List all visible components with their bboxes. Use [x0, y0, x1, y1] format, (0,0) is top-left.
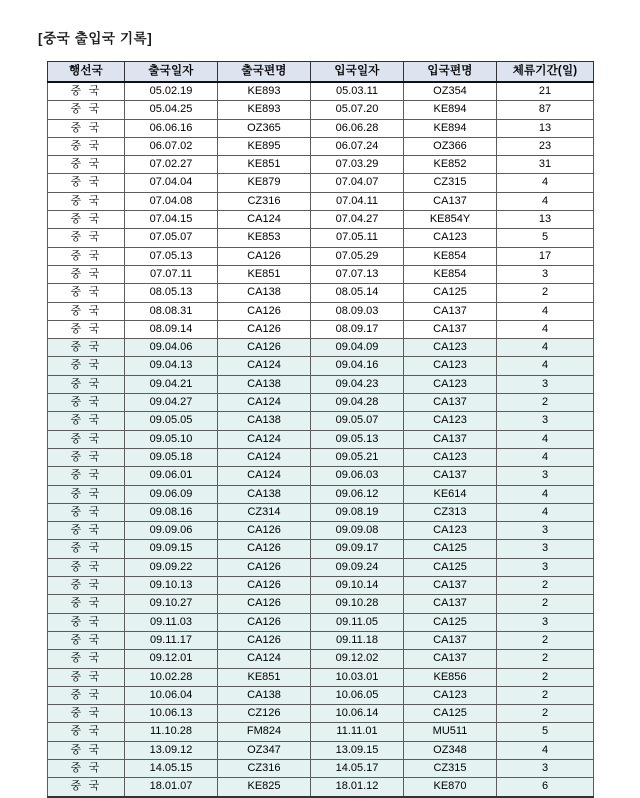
cell-stay-days: 31 — [497, 156, 594, 174]
cell-departure-flight: OZ347 — [218, 741, 311, 759]
cell-departure-flight: OZ365 — [218, 119, 311, 137]
cell-departure-date: 07.05.07 — [125, 229, 218, 247]
cell-destination: 중 국 — [48, 631, 125, 649]
table-row — [48, 705, 594, 723]
cell-departure-flight: KE893 — [218, 82, 311, 101]
cell-departure-flight: CA124 — [218, 394, 311, 412]
cell-arrival-date: 09.10.14 — [311, 577, 404, 595]
cell-arrival-date: 14.05.17 — [311, 759, 404, 777]
table-row — [48, 595, 594, 613]
cell-departure-flight: CA124 — [218, 650, 311, 668]
cell-arrival-flight: CA123 — [404, 357, 497, 375]
cell-arrival-flight: KE854 — [404, 265, 497, 283]
table-row — [48, 430, 594, 448]
cell-stay-days: 4 — [497, 339, 594, 357]
cell-departure-flight: CA124 — [218, 448, 311, 466]
table-row — [48, 375, 594, 393]
cell-arrival-flight: CA123 — [404, 686, 497, 704]
cell-destination: 중 국 — [48, 705, 125, 723]
cell-stay-days: 13 — [497, 119, 594, 137]
cell-arrival-date: 09.10.28 — [311, 595, 404, 613]
cell-arrival-date: 07.04.27 — [311, 211, 404, 229]
cell-arrival-date: 05.03.11 — [311, 82, 404, 101]
cell-departure-flight: CZ316 — [218, 192, 311, 210]
cell-departure-date: 09.05.10 — [125, 430, 218, 448]
cell-departure-flight: KE851 — [218, 265, 311, 283]
cell-arrival-flight: CA123 — [404, 412, 497, 430]
cell-stay-days: 4 — [497, 192, 594, 210]
cell-stay-days: 4 — [497, 741, 594, 759]
cell-destination: 중 국 — [48, 302, 125, 320]
cell-stay-days: 6 — [497, 778, 594, 797]
cell-destination: 중 국 — [48, 82, 125, 101]
cell-departure-date: 18.01.07 — [125, 778, 218, 797]
cell-destination: 중 국 — [48, 540, 125, 558]
cell-arrival-date: 09.09.24 — [311, 558, 404, 576]
cell-departure-date: 09.05.18 — [125, 448, 218, 466]
cell-arrival-date: 09.06.03 — [311, 467, 404, 485]
page-title: [중국 출입국 기록] — [38, 31, 153, 46]
cell-arrival-date: 07.04.11 — [311, 192, 404, 210]
cell-departure-flight: CA126 — [218, 302, 311, 320]
cell-departure-date: 07.04.08 — [125, 192, 218, 210]
table-row — [48, 485, 594, 503]
table-row — [48, 137, 594, 155]
cell-departure-date: 09.10.13 — [125, 577, 218, 595]
table-row — [48, 119, 594, 137]
cell-destination: 중 국 — [48, 467, 125, 485]
cell-departure-flight: CA126 — [218, 613, 311, 631]
cell-departure-flight: KE879 — [218, 174, 311, 192]
cell-destination: 중 국 — [48, 174, 125, 192]
cell-departure-date: 09.06.01 — [125, 467, 218, 485]
table-row — [48, 613, 594, 631]
column-header-departure-date: 출국일자 — [125, 62, 218, 83]
cell-arrival-date: 07.04.07 — [311, 174, 404, 192]
cell-departure-flight: CA126 — [218, 595, 311, 613]
cell-departure-date: 07.07.11 — [125, 265, 218, 283]
cell-destination: 중 국 — [48, 668, 125, 686]
cell-stay-days: 2 — [497, 668, 594, 686]
cell-arrival-date: 10.06.05 — [311, 686, 404, 704]
cell-departure-date: 14.05.15 — [125, 759, 218, 777]
cell-arrival-flight: CA123 — [404, 522, 497, 540]
cell-arrival-flight: CA125 — [404, 284, 497, 302]
cell-departure-date: 09.10.27 — [125, 595, 218, 613]
cell-stay-days: 2 — [497, 577, 594, 595]
cell-arrival-flight: CA125 — [404, 613, 497, 631]
cell-arrival-date: 08.05.14 — [311, 284, 404, 302]
cell-destination: 중 국 — [48, 741, 125, 759]
cell-destination: 중 국 — [48, 229, 125, 247]
column-header-stay-duration: 체류기간(일) — [497, 62, 594, 83]
cell-arrival-date: 09.04.23 — [311, 375, 404, 393]
table-row — [48, 339, 594, 357]
cell-arrival-flight: CA125 — [404, 705, 497, 723]
cell-stay-days: 87 — [497, 101, 594, 119]
cell-arrival-date: 18.01.12 — [311, 778, 404, 797]
cell-stay-days: 3 — [497, 412, 594, 430]
cell-departure-flight: CA138 — [218, 375, 311, 393]
cell-arrival-flight: CA137 — [404, 430, 497, 448]
cell-departure-flight: KE851 — [218, 668, 311, 686]
cell-arrival-flight: CA123 — [404, 375, 497, 393]
cell-destination: 중 국 — [48, 503, 125, 521]
cell-stay-days: 4 — [497, 503, 594, 521]
cell-arrival-flight: OZ366 — [404, 137, 497, 155]
cell-departure-date: 05.04.25 — [125, 101, 218, 119]
table-row — [48, 211, 594, 229]
cell-departure-date: 09.09.06 — [125, 522, 218, 540]
cell-arrival-flight: KE614 — [404, 485, 497, 503]
table-row — [48, 650, 594, 668]
cell-destination: 중 국 — [48, 686, 125, 704]
cell-departure-flight: CA126 — [218, 247, 311, 265]
cell-arrival-flight: CA123 — [404, 448, 497, 466]
cell-destination: 중 국 — [48, 375, 125, 393]
cell-stay-days: 3 — [497, 375, 594, 393]
table-row — [48, 320, 594, 338]
cell-arrival-date: 09.11.18 — [311, 631, 404, 649]
cell-arrival-date: 09.04.09 — [311, 339, 404, 357]
cell-arrival-flight: CA137 — [404, 320, 497, 338]
cell-arrival-flight: CA137 — [404, 631, 497, 649]
cell-stay-days: 4 — [497, 485, 594, 503]
table-row — [48, 302, 594, 320]
cell-arrival-flight: KE856 — [404, 668, 497, 686]
cell-departure-date: 09.06.09 — [125, 485, 218, 503]
cell-departure-date: 05.02.19 — [125, 82, 218, 101]
cell-arrival-flight: KE894 — [404, 101, 497, 119]
cell-arrival-date: 10.03.01 — [311, 668, 404, 686]
table-row — [48, 503, 594, 521]
table-header-row — [48, 62, 594, 83]
table-row — [48, 229, 594, 247]
cell-departure-date: 11.10.28 — [125, 723, 218, 741]
cell-departure-flight: CA126 — [218, 540, 311, 558]
cell-arrival-date: 09.09.08 — [311, 522, 404, 540]
table-row — [48, 394, 594, 412]
table-row — [48, 741, 594, 759]
cell-stay-days: 2 — [497, 595, 594, 613]
cell-departure-flight: KE895 — [218, 137, 311, 155]
cell-departure-flight: CZ126 — [218, 705, 311, 723]
cell-departure-flight: CA124 — [218, 467, 311, 485]
cell-departure-date: 09.12.01 — [125, 650, 218, 668]
cell-stay-days: 2 — [497, 650, 594, 668]
cell-arrival-flight: CZ313 — [404, 503, 497, 521]
table-header — [48, 62, 594, 83]
cell-arrival-flight: CA125 — [404, 558, 497, 576]
cell-destination: 중 국 — [48, 558, 125, 576]
cell-departure-flight: CA126 — [218, 522, 311, 540]
cell-departure-flight: CA138 — [218, 284, 311, 302]
cell-departure-flight: CA138 — [218, 485, 311, 503]
cell-departure-flight: CA138 — [218, 412, 311, 430]
cell-arrival-date: 13.09.15 — [311, 741, 404, 759]
cell-departure-flight: CA138 — [218, 686, 311, 704]
cell-destination: 중 국 — [48, 759, 125, 777]
table-row — [48, 156, 594, 174]
cell-arrival-flight: CZ315 — [404, 759, 497, 777]
table-row — [48, 357, 594, 375]
table-row — [48, 723, 594, 741]
cell-departure-flight: KE825 — [218, 778, 311, 797]
table-row — [48, 540, 594, 558]
cell-destination: 중 국 — [48, 357, 125, 375]
table-body — [48, 82, 594, 797]
cell-destination: 중 국 — [48, 723, 125, 741]
cell-arrival-date: 09.11.05 — [311, 613, 404, 631]
cell-stay-days: 2 — [497, 394, 594, 412]
table-row — [48, 577, 594, 595]
cell-departure-flight: CA126 — [218, 339, 311, 357]
cell-arrival-date: 09.04.28 — [311, 394, 404, 412]
cell-arrival-flight: CA137 — [404, 577, 497, 595]
cell-arrival-flight: CA137 — [404, 302, 497, 320]
cell-stay-days: 5 — [497, 723, 594, 741]
cell-departure-date: 07.02.27 — [125, 156, 218, 174]
cell-stay-days: 23 — [497, 137, 594, 155]
cell-departure-date: 07.04.04 — [125, 174, 218, 192]
cell-arrival-flight: KE894 — [404, 119, 497, 137]
cell-departure-date: 10.06.13 — [125, 705, 218, 723]
table-row — [48, 82, 594, 101]
column-header-arrival-flight: 입국편명 — [404, 62, 497, 83]
cell-arrival-flight: OZ354 — [404, 82, 497, 101]
cell-stay-days: 13 — [497, 211, 594, 229]
cell-departure-date: 09.08.16 — [125, 503, 218, 521]
table-row — [48, 174, 594, 192]
cell-arrival-flight: CA125 — [404, 540, 497, 558]
cell-stay-days: 17 — [497, 247, 594, 265]
table-row — [48, 448, 594, 466]
cell-destination: 중 국 — [48, 101, 125, 119]
cell-departure-flight: CA124 — [218, 211, 311, 229]
cell-arrival-date: 07.05.11 — [311, 229, 404, 247]
cell-stay-days: 3 — [497, 558, 594, 576]
cell-stay-days: 3 — [497, 759, 594, 777]
column-header-arrival-date: 입국일자 — [311, 62, 404, 83]
cell-departure-flight: CA126 — [218, 577, 311, 595]
cell-departure-flight: CZ316 — [218, 759, 311, 777]
cell-arrival-date: 09.12.02 — [311, 650, 404, 668]
cell-departure-date: 08.05.13 — [125, 284, 218, 302]
cell-departure-date: 07.04.15 — [125, 211, 218, 229]
cell-destination: 중 국 — [48, 119, 125, 137]
table-row — [48, 668, 594, 686]
cell-departure-date: 10.06.04 — [125, 686, 218, 704]
cell-departure-flight: KE853 — [218, 229, 311, 247]
cell-departure-flight: KE851 — [218, 156, 311, 174]
cell-departure-flight: CA124 — [218, 357, 311, 375]
cell-stay-days: 3 — [497, 265, 594, 283]
cell-destination: 중 국 — [48, 320, 125, 338]
cell-stay-days: 2 — [497, 686, 594, 704]
cell-destination: 중 국 — [48, 485, 125, 503]
cell-destination: 중 국 — [48, 156, 125, 174]
cell-departure-date: 08.08.31 — [125, 302, 218, 320]
cell-arrival-date: 08.09.03 — [311, 302, 404, 320]
cell-arrival-date: 05.07.20 — [311, 101, 404, 119]
cell-arrival-flight: CA137 — [404, 192, 497, 210]
cell-stay-days: 3 — [497, 540, 594, 558]
cell-arrival-flight: KE852 — [404, 156, 497, 174]
cell-stay-days: 3 — [497, 522, 594, 540]
table-row — [48, 558, 594, 576]
cell-destination: 중 국 — [48, 448, 125, 466]
cell-destination: 중 국 — [48, 211, 125, 229]
table-row — [48, 247, 594, 265]
cell-departure-date: 09.11.03 — [125, 613, 218, 631]
cell-destination: 중 국 — [48, 394, 125, 412]
cell-arrival-date: 10.06.14 — [311, 705, 404, 723]
cell-departure-date: 09.11.17 — [125, 631, 218, 649]
cell-arrival-date: 09.06.12 — [311, 485, 404, 503]
cell-departure-date: 09.04.21 — [125, 375, 218, 393]
cell-arrival-flight: CA137 — [404, 595, 497, 613]
table-row — [48, 522, 594, 540]
cell-departure-flight: CA126 — [218, 631, 311, 649]
cell-destination: 중 국 — [48, 137, 125, 155]
cell-arrival-date: 09.04.16 — [311, 357, 404, 375]
cell-stay-days: 3 — [497, 613, 594, 631]
cell-stay-days: 4 — [497, 448, 594, 466]
table-row — [48, 631, 594, 649]
cell-departure-date: 09.04.06 — [125, 339, 218, 357]
cell-arrival-date: 07.03.29 — [311, 156, 404, 174]
cell-arrival-flight: MU511 — [404, 723, 497, 741]
cell-departure-date: 09.09.22 — [125, 558, 218, 576]
cell-stay-days: 5 — [497, 229, 594, 247]
cell-stay-days: 4 — [497, 430, 594, 448]
cell-stay-days: 2 — [497, 284, 594, 302]
cell-destination: 중 국 — [48, 247, 125, 265]
cell-stay-days: 4 — [497, 357, 594, 375]
cell-arrival-date: 09.05.13 — [311, 430, 404, 448]
cell-arrival-date: 09.08.19 — [311, 503, 404, 521]
table-row — [48, 759, 594, 777]
cell-arrival-date: 08.09.17 — [311, 320, 404, 338]
cell-arrival-flight: OZ348 — [404, 741, 497, 759]
cell-departure-flight: CA126 — [218, 320, 311, 338]
cell-stay-days: 3 — [497, 467, 594, 485]
cell-arrival-date: 09.05.07 — [311, 412, 404, 430]
cell-destination: 중 국 — [48, 339, 125, 357]
cell-arrival-date: 09.09.17 — [311, 540, 404, 558]
cell-arrival-date: 06.06.28 — [311, 119, 404, 137]
cell-departure-date: 08.09.14 — [125, 320, 218, 338]
cell-destination: 중 국 — [48, 430, 125, 448]
cell-destination: 중 국 — [48, 522, 125, 540]
table-row — [48, 778, 594, 797]
cell-departure-date: 09.04.27 — [125, 394, 218, 412]
cell-departure-date: 06.06.16 — [125, 119, 218, 137]
cell-departure-date: 06.07.02 — [125, 137, 218, 155]
cell-stay-days: 4 — [497, 302, 594, 320]
cell-departure-date: 13.09.12 — [125, 741, 218, 759]
cell-arrival-flight: CZ315 — [404, 174, 497, 192]
cell-departure-flight: CA126 — [218, 558, 311, 576]
cell-arrival-flight: KE870 — [404, 778, 497, 797]
cell-departure-date: 09.04.13 — [125, 357, 218, 375]
cell-destination: 중 국 — [48, 613, 125, 631]
cell-arrival-flight: CA137 — [404, 394, 497, 412]
table-row — [48, 101, 594, 119]
immigration-records-table — [47, 61, 594, 798]
cell-destination: 중 국 — [48, 412, 125, 430]
cell-destination: 중 국 — [48, 577, 125, 595]
cell-departure-flight: FM824 — [218, 723, 311, 741]
table-row — [48, 686, 594, 704]
cell-arrival-flight: CA123 — [404, 339, 497, 357]
table-row — [48, 467, 594, 485]
cell-arrival-flight: CA137 — [404, 467, 497, 485]
cell-stay-days: 4 — [497, 174, 594, 192]
cell-destination: 중 국 — [48, 595, 125, 613]
cell-stay-days: 21 — [497, 82, 594, 101]
table-row — [48, 284, 594, 302]
cell-arrival-flight: CA137 — [404, 650, 497, 668]
cell-stay-days: 2 — [497, 631, 594, 649]
column-header-destination: 행선국 — [48, 62, 125, 83]
cell-destination: 중 국 — [48, 778, 125, 797]
cell-departure-flight: KE893 — [218, 101, 311, 119]
cell-stay-days: 4 — [497, 320, 594, 338]
table-row — [48, 265, 594, 283]
cell-stay-days: 2 — [497, 705, 594, 723]
cell-arrival-flight: KE854 — [404, 247, 497, 265]
cell-arrival-date: 07.07.13 — [311, 265, 404, 283]
table-row — [48, 412, 594, 430]
cell-departure-date: 10.02.28 — [125, 668, 218, 686]
cell-arrival-date: 09.05.21 — [311, 448, 404, 466]
table-row — [48, 192, 594, 210]
cell-arrival-date: 07.05.29 — [311, 247, 404, 265]
cell-departure-date: 09.05.05 — [125, 412, 218, 430]
cell-destination: 중 국 — [48, 265, 125, 283]
cell-departure-date: 09.09.15 — [125, 540, 218, 558]
cell-destination: 중 국 — [48, 650, 125, 668]
cell-arrival-flight: KE854Y — [404, 211, 497, 229]
column-header-departure-flight: 출국편명 — [218, 62, 311, 83]
cell-arrival-date: 11.11.01 — [311, 723, 404, 741]
cell-departure-date: 07.05.13 — [125, 247, 218, 265]
cell-departure-flight: CZ314 — [218, 503, 311, 521]
cell-arrival-date: 06.07.24 — [311, 137, 404, 155]
cell-arrival-flight: CA123 — [404, 229, 497, 247]
cell-destination: 중 국 — [48, 284, 125, 302]
cell-departure-flight: CA124 — [218, 430, 311, 448]
cell-destination: 중 국 — [48, 192, 125, 210]
